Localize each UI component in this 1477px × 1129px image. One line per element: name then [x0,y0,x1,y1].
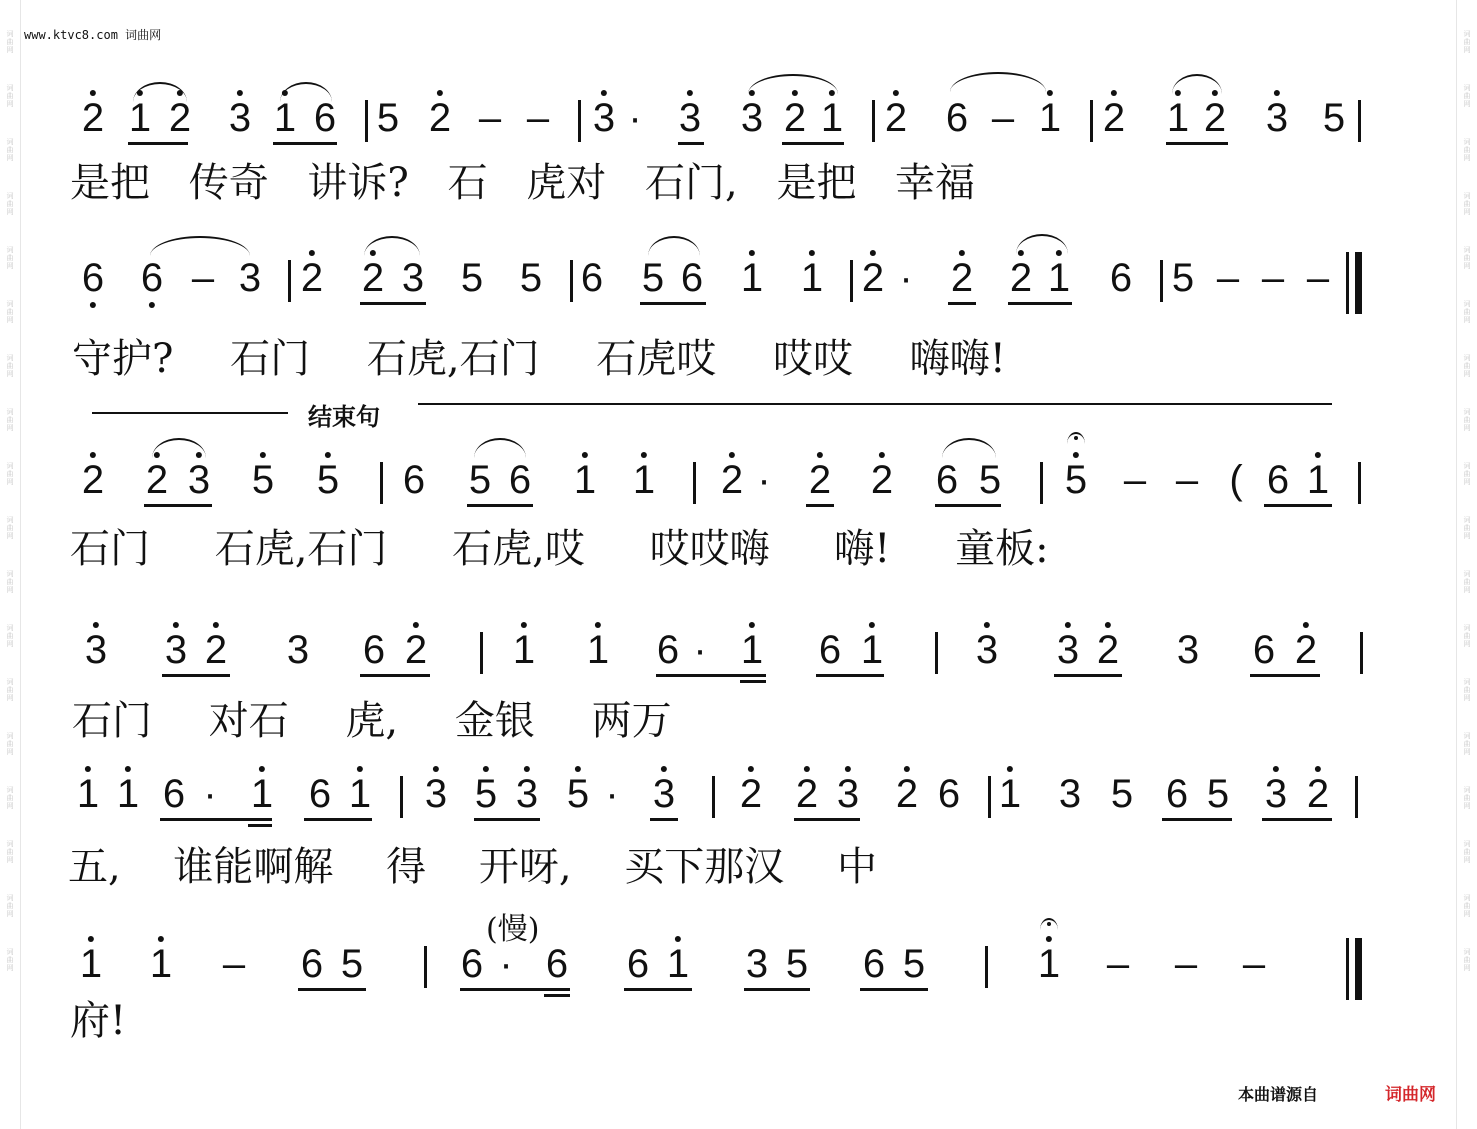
lyric-line-6: 府! [70,998,127,1044]
note: 6 [680,256,704,300]
fermata [1040,918,1058,930]
note: 2 [808,458,832,502]
note: 1 [586,628,610,672]
double-barline-thin [1346,938,1349,1000]
note: 1 [512,628,536,672]
watermark-text: 词曲网 [1463,462,1471,486]
barline [1355,776,1358,818]
note: 5 [1171,256,1195,300]
watermark-text: 词曲网 [6,192,14,216]
note: 1 [250,772,274,816]
dash: – [1216,256,1240,300]
note: 2 [1203,96,1227,140]
double-barline-thin [1346,252,1349,314]
note: 5 [468,458,492,502]
note: 1 [1047,256,1071,300]
note: 3 [515,772,539,816]
underline [298,988,366,991]
note: 2 [300,256,324,300]
note: 2 [870,458,894,502]
note: 1 [740,628,764,672]
underline [162,674,230,677]
underline [1264,504,1332,507]
dash: – [1261,256,1285,300]
note: 2 [1294,628,1318,672]
notation-row-2 [0,256,1477,326]
underline [656,674,766,677]
note: 6 [945,96,969,140]
lyric-line-2: 守护? 石门 石虎,石门 石虎哎 哎哎 嗨嗨! [72,336,1006,382]
note: 6 [1266,458,1290,502]
tempo-marking: (慢) [486,912,540,947]
slur [474,438,526,458]
note: 1 [1306,458,1330,502]
watermark-text: 词曲网 [1463,786,1471,810]
note: 6 [818,628,842,672]
note: 2 [720,458,744,502]
watermark-text: 词曲网 [6,138,14,162]
dash: – [222,942,246,986]
slur [280,82,332,102]
watermark-text: 词曲网 [1463,570,1471,594]
underline [678,142,704,145]
watermark-text: 词曲网 [1463,354,1471,378]
watermark-text: 词曲网 [1463,678,1471,702]
note: 6 [935,458,959,502]
note: 3 [836,772,860,816]
note: 1 [740,256,764,300]
dot: · [628,96,642,140]
note: 5 [519,256,543,300]
note: 3 [1056,628,1080,672]
note: 3 [228,96,252,140]
watermark-text: 词曲网 [6,30,14,54]
note: 2 [81,458,105,502]
watermark-text: 词曲网 [1463,948,1471,972]
underline [935,504,1001,507]
footer-source-text: 本曲谱源自 [1238,1087,1319,1104]
watermark-text: 词曲网 [1463,300,1471,324]
barline [365,100,368,142]
watermark-text: 词曲网 [6,408,14,432]
note: 1 [860,628,884,672]
note: 5 [902,942,926,986]
note: 1 [820,96,844,140]
watermark-text: 词曲网 [6,354,14,378]
note: 1 [666,942,690,986]
paren: ( [1229,458,1243,502]
note: 5 [978,458,1002,502]
dash: – [1106,942,1130,986]
note: 1 [573,458,597,502]
double-barline-thick [1355,252,1362,314]
slur [1016,234,1068,254]
note: 3 [164,628,188,672]
note: 3 [187,458,211,502]
barline [693,462,696,504]
note: 2 [145,458,169,502]
slur [950,72,1046,92]
double-barline-thick [1355,938,1362,1000]
underline [782,142,844,145]
note: 1 [79,942,103,986]
note: 1 [116,772,140,816]
note: 2 [1009,256,1033,300]
underline [360,302,426,305]
underline [1008,302,1072,305]
watermark-text: 词曲网 [1463,246,1471,270]
underline [794,818,860,821]
note: 2 [884,96,908,140]
note: 3 [401,256,425,300]
notation-row-3 [0,458,1477,528]
barline [988,776,991,818]
barline [1358,100,1361,142]
note: 5 [785,942,809,986]
watermark-text: 词曲网 [6,300,14,324]
barline [480,632,483,674]
note: 5 [1206,772,1230,816]
note: 3 [238,256,262,300]
note: 2 [795,772,819,816]
note: 6 [362,628,386,672]
barline [935,632,938,674]
watermark-text: 词曲网 [6,732,14,756]
barline [400,776,403,818]
slur [364,236,420,256]
note: 5 [1322,96,1346,140]
barline [1360,632,1363,674]
underline [948,302,976,305]
note: 3 [1264,772,1288,816]
slur [942,438,996,458]
note: 2 [204,628,228,672]
note: 3 [286,628,310,672]
note: 6 [460,942,484,986]
watermark-text: 词曲网 [1463,408,1471,432]
underline [360,674,430,677]
note: 1 [128,96,152,140]
note: 1 [800,256,824,300]
underline [467,504,533,507]
notation-row-4 [0,628,1477,698]
note: 6 [300,942,324,986]
note: 6 [862,942,886,986]
note: 6 [937,772,961,816]
barline [1160,260,1163,302]
slur [133,82,187,102]
barline [1090,100,1093,142]
slur [648,236,700,256]
slur [748,74,838,94]
watermark-text: 词曲网 [1463,516,1471,540]
dash: – [478,96,502,140]
underline [860,988,928,991]
note: 1 [998,772,1022,816]
barline [712,776,715,818]
underline [1262,818,1332,821]
barline [380,462,383,504]
note: 1 [1037,942,1061,986]
barline [570,260,573,302]
underline [640,302,706,305]
note: 5 [340,942,364,986]
dot: · [899,256,913,300]
watermark-text: 词曲网 [6,84,14,108]
slur [152,438,206,458]
note: 6 [545,942,569,986]
underline [160,818,272,821]
note: 2 [783,96,807,140]
watermark-text: 词曲网 [6,840,14,864]
note: 3 [745,942,769,986]
note: 6 [580,256,604,300]
note: 5 [641,256,665,300]
note: 2 [950,256,974,300]
note: 1 [632,458,656,502]
section-rule-left [92,412,288,414]
note: 6 [1109,256,1133,300]
note: 5 [1064,458,1088,502]
lyric-line-1: 是把 传奇 讲诉? 石 虎对 石门, 是把 幸福 [70,160,976,206]
dash: – [191,256,215,300]
watermark-text: 词曲网 [1463,624,1471,648]
underline [1166,142,1228,145]
note: 3 [1176,628,1200,672]
watermark-text: 词曲网 [6,786,14,810]
lyric-line-3: 石门 石虎,石门 石虎,哎 哎哎嗨 嗨! 童板: [70,526,1049,572]
note: 6 [626,942,650,986]
note: 3 [1265,96,1289,140]
note: 5 [474,772,498,816]
note: 5 [316,458,340,502]
barline [850,260,853,302]
lyric-line-5: 五, 谁能啊解 得 开呀, 买下那汉 中 [68,844,878,890]
underline [1162,818,1232,821]
footer-brand-link[interactable]: 词曲网 [1385,1085,1436,1104]
underline [744,988,810,991]
underline-double [740,680,766,683]
underline-double [544,994,570,997]
dash: – [526,96,550,140]
underline [624,988,692,991]
barline [288,260,291,302]
dash: – [1123,458,1147,502]
site-header: www.ktvc8.com 词曲网 [24,28,162,42]
note: 3 [424,772,448,816]
dot: · [693,628,707,672]
watermark-text: 词曲网 [1463,138,1471,162]
note: 2 [81,96,105,140]
underline [1250,674,1320,677]
watermark-text: 词曲网 [6,516,14,540]
dot: · [605,772,619,816]
note: 3 [678,96,702,140]
slur [1172,74,1222,94]
underline [304,818,372,821]
note: 3 [1058,772,1082,816]
underline [128,142,188,145]
note: 6 [1252,628,1276,672]
note: 6 [140,256,164,300]
lyric-line-4: 石门 对石 虎, 金银 两万 [72,698,672,744]
underline [273,142,337,145]
note: 2 [168,96,192,140]
note: 1 [1166,96,1190,140]
dot: · [499,942,513,986]
watermark-text: 词曲网 [6,894,14,918]
note: 5 [251,458,275,502]
note: 2 [361,256,385,300]
note: 6 [308,772,332,816]
note: 5 [460,256,484,300]
dash: – [1175,458,1199,502]
barline [578,100,581,142]
notation-row-5 [0,772,1477,842]
note: 1 [76,772,100,816]
note: 1 [1038,96,1062,140]
note: 6 [1165,772,1189,816]
note: 6 [162,772,186,816]
note: 3 [652,772,676,816]
note: 5 [1110,772,1134,816]
note: 2 [428,96,452,140]
note: 3 [592,96,616,140]
dot: · [757,458,771,502]
section-label: 结束句 [308,404,380,431]
note: 3 [740,96,764,140]
note: 6 [313,96,337,140]
note: 2 [861,256,885,300]
barline [985,946,988,988]
watermark-text: 词曲网 [1463,732,1471,756]
watermark-text: 词曲网 [6,462,14,486]
underline [650,818,678,821]
note: 6 [508,458,532,502]
note: 3 [975,628,999,672]
note: 5 [566,772,590,816]
watermark-text: 词曲网 [6,570,14,594]
dash: – [1306,256,1330,300]
watermark-text: 词曲网 [6,948,14,972]
watermark-text: 词曲网 [6,678,14,702]
underline [460,988,570,991]
dot: · [203,772,217,816]
note: 1 [149,942,173,986]
note: 2 [739,772,763,816]
note: 3 [84,628,108,672]
note: 6 [402,458,426,502]
watermark-text: 词曲网 [1463,30,1471,54]
underline [806,504,834,507]
barline [424,946,427,988]
underline [816,674,884,677]
notation-row-1 [0,96,1477,166]
dash: – [1242,942,1266,986]
underline [1054,674,1122,677]
dash: – [991,96,1015,140]
note: 2 [1102,96,1126,140]
underline [144,504,212,507]
dash: – [1174,942,1198,986]
watermark-text: 词曲网 [6,246,14,270]
watermark-text: 词曲网 [1463,840,1471,864]
note: 6 [656,628,680,672]
section-rule-right [418,403,1332,405]
watermark-text: 词曲网 [1463,894,1471,918]
watermark-text: 词曲网 [1463,84,1471,108]
watermark-text: 词曲网 [6,624,14,648]
watermark-text: 词曲网 [1463,192,1471,216]
underline-double [248,824,272,827]
barline [1358,462,1361,504]
slur [150,236,250,256]
note: 2 [1096,628,1120,672]
note: 5 [376,96,400,140]
note: 2 [404,628,428,672]
notation-row-6 [0,942,1477,1012]
underline [474,818,540,821]
note: 2 [1306,772,1330,816]
note: 6 [81,256,105,300]
note: 1 [273,96,297,140]
note: 1 [348,772,372,816]
barline [1040,462,1043,504]
fermata [1067,432,1085,444]
barline [872,100,875,142]
note: 2 [895,772,919,816]
